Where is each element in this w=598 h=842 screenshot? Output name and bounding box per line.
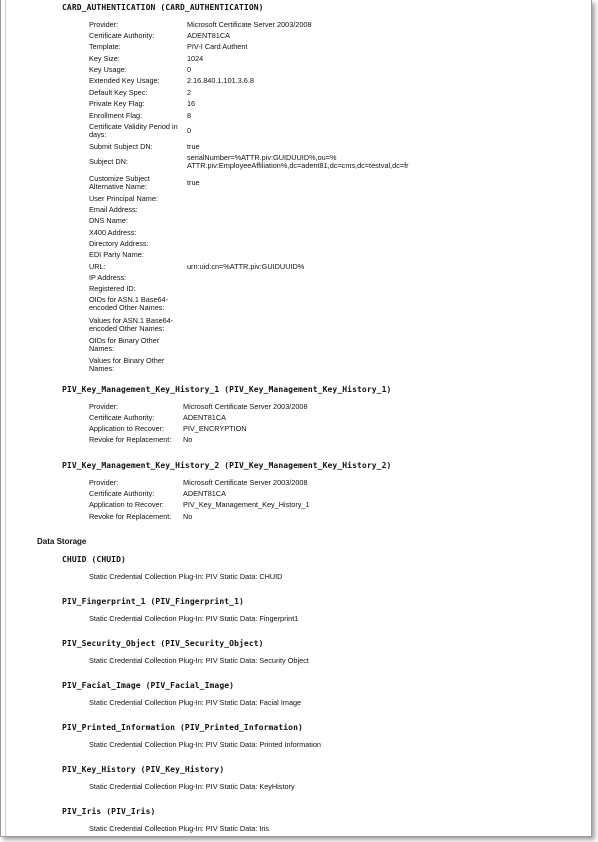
section-title-data-storage: Data Storage: [37, 537, 87, 546]
storage-item-line: Static Credential Collection Plug-In: PIV Static Data: Iris: [89, 824, 270, 833]
field-value: 2.16.840.1.101.3.6.8: [187, 76, 254, 85]
field-value: Microsoft Certificate Server 2003/2008: [187, 20, 312, 29]
field-value: No: [183, 512, 193, 521]
storage-item-title: PIV_Facial_Image (PIV_Facial_Image): [62, 681, 235, 690]
field-label: Default Key Spec:: [89, 88, 148, 97]
field-value: ADENT81CA: [183, 489, 226, 498]
field-label: Provider:: [89, 478, 119, 487]
field-value: 0: [187, 126, 192, 135]
field-value: 2: [187, 88, 192, 97]
field-value: true: [187, 142, 200, 151]
field-label: OIDs for Binary Other Names:: [89, 336, 160, 354]
field-label: Private Key Flag:: [89, 99, 145, 108]
storage-item-title: PIV_Fingerprint_1 (PIV_Fingerprint_1): [62, 597, 244, 606]
field-label: Certificate Authority:: [89, 31, 155, 40]
field-label: Extended Key Usage:: [89, 76, 160, 85]
field-label: Revoke for Replacement:: [89, 435, 172, 444]
field-label: Provider:: [89, 20, 119, 29]
field-value: Microsoft Certificate Server 2003/2008: [183, 478, 308, 487]
storage-item-line: Static Credential Collection Plug-In: PIV Static Data: KeyHistory: [89, 782, 295, 791]
storage-item-line: Static Credential Collection Plug-In: PIV Static Data: Fingerprint1: [89, 614, 299, 623]
field-label: Certificate Validity Period in days:: [89, 122, 178, 140]
field-value: true: [187, 178, 200, 187]
storage-item-title: PIV_Iris (PIV_Iris): [62, 807, 156, 816]
page-left-border: [5, 0, 6, 836]
field-value: 16: [187, 99, 196, 108]
field-label: Certificate Authority:: [89, 413, 155, 422]
field-value: PIV_Key_Management_Key_History_1: [183, 500, 310, 509]
field-label: Key Size:: [89, 54, 120, 63]
field-value: serialNumber=%ATTR.piv:GUIDUUID%,ou=% ATTR.piv:EmployeeAffiliation%,dc=adent81,dc=cms,dc=testval,dc=fr: [187, 153, 409, 171]
storage-item-line: Static Credential Collection Plug-In: PIV Static Data: CHUID: [89, 572, 283, 581]
field-label: Customize Subject Alternative Name:: [89, 174, 150, 192]
field-label: Certificate Authority:: [89, 489, 155, 498]
field-value: PIV_ENCRYPTION: [183, 424, 247, 433]
storage-item-title: PIV_Security_Object (PIV_Security_Object): [62, 639, 264, 648]
field-value: 1024: [187, 54, 204, 63]
section-title-card-authentication: CARD_AUTHENTICATION (CARD_AUTHENTICATION): [62, 3, 264, 12]
field-label: Key Usage:: [89, 65, 127, 74]
field-label: Values for Binary Other Names:: [89, 356, 165, 374]
storage-item-line: Static Credential Collection Plug-In: PIV Static Data: Facial Image: [89, 698, 302, 707]
field-label: Enrollment Flag:: [89, 111, 143, 120]
field-label: User Principal Name:: [89, 194, 158, 203]
field-label: Subject DN:: [89, 157, 128, 166]
field-value: 8: [187, 111, 192, 120]
storage-item-title: PIV_Printed_Information (PIV_Printed_Information): [62, 723, 303, 732]
field-label: Provider:: [89, 402, 119, 411]
field-label: Registered ID:: [89, 284, 136, 293]
field-value: ADENT81CA: [187, 31, 230, 40]
field-label: OIDs for ASN.1 Base64-encoded Other Names:: [89, 295, 169, 313]
field-value: PIV-I Card Authent: [187, 42, 248, 51]
field-label: Application to Recover:: [89, 424, 165, 433]
field-value: urn:uid:cn=%ATTR.piv:GUIDUUID%: [187, 262, 305, 271]
field-label: EDI Party Name:: [89, 250, 144, 259]
field-label: URL:: [89, 262, 106, 271]
field-label: IP Address:: [89, 273, 127, 282]
field-label: Revoke for Replacement:: [89, 512, 172, 521]
storage-item-line: Static Credential Collection Plug-In: PIV Static Data: Security Object: [89, 656, 309, 665]
field-label: X400 Address:: [89, 228, 137, 237]
field-label: Values for ASN.1 Base64-encoded Other Names:: [89, 316, 174, 334]
storage-item-line: Static Credential Collection Plug-In: PIV Static Data: Printed Information: [89, 740, 321, 749]
field-label: Email Address:: [89, 205, 138, 214]
storage-item-title: PIV_Key_History (PIV_Key_History): [62, 765, 225, 774]
field-value: No: [183, 435, 193, 444]
field-label: Template:: [89, 42, 121, 51]
section-title-key-history-1: PIV_Key_Management_Key_History_1 (PIV_Key_Management_Key_History_1): [62, 385, 392, 394]
section-title-key-history-2: PIV_Key_Management_Key_History_2 (PIV_Key_Management_Key_History_2): [62, 461, 392, 470]
field-value: Microsoft Certificate Server 2003/2008: [183, 402, 308, 411]
field-value: 0: [187, 65, 192, 74]
field-label: DNS Name:: [89, 216, 128, 225]
storage-item-title: CHUID (CHUID): [62, 555, 126, 564]
field-label: Application to Recover:: [89, 500, 165, 509]
field-value: ADENT81CA: [183, 413, 226, 422]
field-label: Directory Address:: [89, 239, 149, 248]
field-label: Submit Subject DN:: [89, 142, 153, 151]
